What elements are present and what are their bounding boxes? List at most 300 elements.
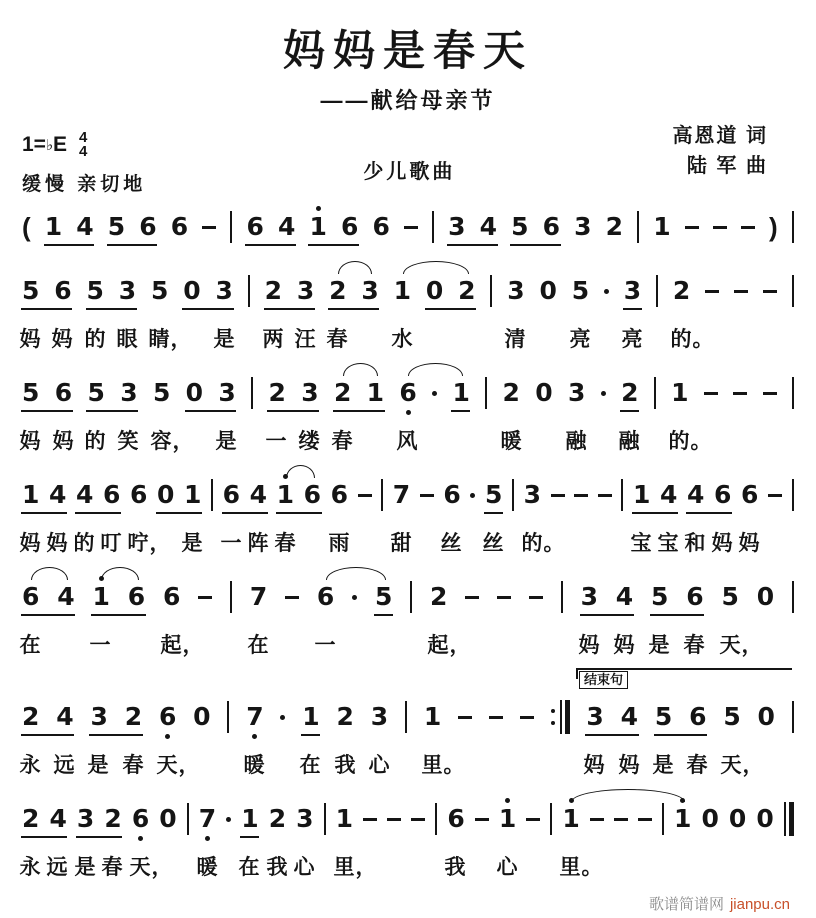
barline [410, 581, 412, 613]
rest-note: 0 [159, 804, 177, 833]
rest-note: 0 [535, 378, 553, 407]
eighth-underline [650, 614, 704, 616]
lyric-syllable: 融 [618, 430, 641, 453]
dash-extender [763, 392, 777, 395]
note: 2 [458, 276, 476, 305]
music-line [22, 274, 794, 308]
lyric-syllable: 春 [326, 328, 349, 351]
dash-extender [734, 290, 748, 293]
lyric-syllable: 和 [684, 532, 707, 555]
note: 6 [139, 212, 157, 241]
note: 5 [107, 212, 126, 241]
note: 1 [423, 702, 442, 731]
eighth-underline [75, 512, 121, 514]
note: 6 [372, 212, 390, 241]
barline [792, 211, 794, 243]
lyric-syllable: 在 [238, 856, 261, 879]
eighth-underline [185, 410, 236, 412]
lyric-syllable: 宝 [657, 532, 680, 555]
eighth-underline [301, 734, 320, 736]
barline [251, 377, 253, 409]
note: 3 [580, 582, 598, 611]
music-line [22, 478, 794, 512]
duration-dot [601, 391, 606, 396]
dash-extender [363, 818, 377, 821]
lyric-syllable: 亮 [621, 328, 644, 351]
eighth-underline [240, 836, 259, 838]
barline [550, 803, 552, 835]
lyric-syllable: 天， [129, 856, 174, 879]
rest-note: 0 [157, 480, 175, 509]
dash-extender [685, 226, 699, 229]
watermark-url[interactable]: jianpu.cn [729, 896, 790, 913]
duration-dot [226, 817, 231, 822]
lyric-syllable: 永 [19, 856, 42, 879]
music-line [22, 580, 794, 614]
meter-upper: 4 [79, 129, 88, 146]
note: 6 [447, 804, 465, 833]
lyric-syllable: 丝 [440, 532, 463, 555]
lyric-syllable: 春 [122, 754, 145, 777]
note: 5 [152, 378, 171, 407]
key-tempo-block [22, 117, 146, 196]
eighth-underline [182, 308, 234, 310]
note: 1 [335, 804, 354, 833]
meter-lower: 4 [79, 143, 88, 160]
note: 2 [268, 804, 287, 833]
barline [211, 479, 213, 511]
note: 4 [686, 480, 705, 509]
eighth-underline [580, 614, 634, 616]
lyric-syllable: 的。 [670, 328, 715, 351]
note: 4 [479, 212, 498, 241]
lyric-syllable: 妈 [618, 754, 641, 777]
lyric-syllable: 是 [652, 754, 675, 777]
note: 3 [574, 212, 592, 241]
note: 5 [654, 702, 673, 731]
note: 3 [523, 480, 541, 509]
slur-arc [408, 363, 463, 376]
music-system [22, 664, 794, 744]
note: 2 [264, 276, 282, 305]
lyric-syllable: 妈 [711, 532, 734, 555]
lyric-syllable: 两 [262, 328, 285, 351]
lyric-syllable: 暖 [196, 856, 219, 879]
lyric-syllable: 心 [368, 754, 391, 777]
music-line [22, 376, 794, 410]
lyric-syllable: 一 [314, 634, 337, 657]
dash-extender [475, 818, 489, 821]
lyric-syllable: 是 [87, 754, 110, 777]
lyric-syllable: 的 [73, 532, 96, 555]
note: 6 [340, 212, 359, 241]
dash-extender [411, 818, 425, 821]
key-prefix: 1= [22, 133, 46, 156]
note: 1 [632, 480, 651, 509]
ending-label: 结束句 [579, 671, 628, 689]
lyrics-row [19, 420, 794, 457]
music-system [22, 784, 794, 846]
lyrics-row [19, 624, 794, 661]
lyric-syllable: 清 [504, 328, 527, 351]
lyric-syllable: 我 [444, 856, 467, 879]
slur-arc [343, 363, 378, 376]
music-system [22, 562, 794, 624]
rest-note: 0 [701, 804, 719, 833]
lyric-syllable: 叮 [100, 532, 123, 555]
note: 3 [586, 702, 604, 731]
meta-row [22, 117, 794, 196]
dash-extender [733, 392, 747, 395]
score [19, 198, 794, 883]
lyric-syllable: 起， [160, 634, 205, 657]
lyric-syllable: 的。 [668, 430, 713, 453]
note: 5 [22, 276, 40, 305]
barline [792, 581, 794, 613]
dash-extender [713, 226, 727, 229]
lyric-syllable: 甜 [390, 532, 413, 555]
music-system [22, 460, 794, 522]
note: 4 [277, 212, 296, 241]
lyric-syllable: 睛， [148, 328, 193, 351]
rest-note: 0 [728, 804, 747, 833]
note: 3 [361, 276, 379, 305]
watermark-site-name: 歌谱简谱网 [648, 896, 724, 913]
note: 4 [76, 480, 94, 509]
note: 2 [333, 378, 352, 407]
composer-credit: 陆 军 曲 [686, 155, 768, 177]
rest-note: 0 [757, 702, 775, 731]
dash-extender [285, 596, 299, 599]
barline [792, 377, 794, 409]
note: 3 [448, 212, 466, 241]
note: 3 [215, 276, 233, 305]
slur-arc [31, 567, 68, 580]
note: 1 [366, 378, 385, 407]
lyric-syllable: 妈 [583, 754, 606, 777]
key-signature [22, 131, 146, 159]
note: 2 [22, 804, 40, 833]
barline [662, 803, 664, 835]
dash-extender [465, 596, 479, 599]
slur-arc [338, 261, 372, 274]
note: 1 [241, 804, 259, 833]
dash-extender [704, 392, 718, 395]
music-system [22, 358, 794, 420]
barline [405, 701, 407, 733]
dash-extender [763, 290, 777, 293]
barline [490, 275, 492, 307]
lyricist-credit: 高恩道 词 [672, 125, 768, 147]
lyric-syllable: 心 [293, 856, 316, 879]
note: 3 [90, 702, 108, 731]
duration-dot [470, 493, 475, 498]
lyric-syllable: 汪 [294, 328, 317, 351]
slur-arc [403, 261, 469, 274]
barline [656, 275, 658, 307]
note: 3 [301, 378, 319, 407]
lyric-syllable: 在 [299, 754, 322, 777]
eighth-underline [44, 244, 94, 246]
rest-note: 0 [756, 582, 775, 611]
rest-note: 0 [539, 276, 557, 305]
rest-note: 0 [185, 378, 204, 407]
rest-note: 0 [183, 276, 201, 305]
note: 3 [118, 276, 137, 305]
barline [637, 211, 639, 243]
lyric-syllable: 是 [74, 856, 97, 879]
note: 6 [303, 480, 321, 509]
note: 1 [498, 804, 517, 833]
final-barline [784, 802, 794, 836]
lyric-syllable: 的 [84, 328, 107, 351]
eighth-underline [276, 512, 322, 514]
lyrics-row [19, 318, 794, 355]
note: 6 [170, 212, 189, 241]
barline [381, 479, 383, 511]
note: 6 [222, 480, 240, 509]
lyric-syllable: 眼 [116, 328, 139, 351]
note: 6 [316, 582, 335, 611]
lyric-syllable: 里。 [421, 754, 466, 777]
lyric-syllable: 里。 [559, 856, 604, 879]
eighth-underline [245, 244, 296, 246]
note: 6 [162, 582, 181, 611]
lyric-syllable: 水 [391, 328, 414, 351]
dash-extender [520, 716, 534, 719]
note: 5 [651, 582, 669, 611]
note: 5 [151, 276, 169, 305]
time-signature [79, 131, 87, 159]
note: 3 [120, 378, 138, 407]
eighth-underline [222, 512, 268, 514]
lyric-syllable: 雨 [328, 532, 351, 555]
note: 6 [542, 212, 561, 241]
eighth-underline [76, 836, 122, 838]
note: 6 [443, 480, 461, 509]
note: 3 [76, 804, 95, 833]
lyric-syllable: 春 [274, 532, 297, 555]
barline [654, 377, 656, 409]
dash-extender [638, 818, 652, 821]
note: 1 [674, 804, 692, 833]
lyric-syllable: 妈 [19, 430, 42, 453]
rest-note: 0 [756, 804, 774, 833]
lyric-syllable: 妈 [51, 328, 74, 351]
note: 6 [22, 582, 40, 611]
note: 1 [671, 378, 689, 407]
note: 1 [309, 212, 327, 241]
eighth-underline [510, 244, 561, 246]
eighth-underline [620, 410, 639, 412]
dash-extender [202, 226, 216, 229]
note: 6 [399, 378, 417, 407]
note: 6 [131, 804, 150, 833]
barline [621, 479, 623, 511]
barline [227, 701, 229, 733]
note: 4 [56, 702, 74, 731]
eighth-underline [21, 512, 67, 514]
genre-label: 少儿歌曲 [363, 161, 456, 183]
lyric-syllable: 远 [53, 754, 76, 777]
barline [248, 275, 250, 307]
eighth-underline [107, 244, 157, 246]
eighth-underline [89, 734, 143, 736]
eighth-underline [156, 512, 202, 514]
note: 2 [672, 276, 691, 305]
lyric-syllable: 心 [496, 856, 519, 879]
barline [561, 581, 563, 613]
barline [324, 803, 326, 835]
lyric-syllable: 妈 [46, 532, 69, 555]
eighth-underline [451, 410, 470, 412]
lyric-syllable: 一 [265, 430, 288, 453]
note: 1 [276, 480, 294, 509]
note: 2 [621, 378, 639, 407]
eighth-underline [21, 410, 73, 412]
dash-extender [551, 494, 565, 497]
lyric-syllable: 宝 [630, 532, 653, 555]
dash-extender [768, 494, 782, 497]
open-paren: ( [22, 212, 31, 242]
eighth-underline [86, 410, 138, 412]
lyric-syllable: 妈 [19, 532, 42, 555]
dash-extender [529, 596, 543, 599]
dash-extender [404, 226, 418, 229]
lyric-syllable: 是 [648, 634, 671, 657]
dash-extender [497, 596, 511, 599]
duration-dot [280, 715, 285, 720]
lyric-syllable: 是 [213, 328, 236, 351]
dash-extender [489, 716, 503, 719]
eighth-underline [484, 512, 503, 514]
lyric-syllable: 春 [686, 754, 709, 777]
note: 7 [198, 804, 217, 833]
lyric-syllable: 妈 [52, 430, 75, 453]
note: 3 [218, 378, 236, 407]
note: 1 [44, 212, 63, 241]
note: 6 [740, 480, 759, 509]
dash-extender [526, 818, 540, 821]
note: 6 [130, 480, 148, 509]
lyric-syllable: 容， [150, 430, 195, 453]
duration-dot [432, 391, 437, 396]
ending-bracket [576, 668, 792, 687]
eighth-underline [264, 308, 315, 310]
note: 6 [246, 212, 264, 241]
dash-extender [420, 494, 434, 497]
note: 5 [86, 276, 104, 305]
eighth-underline [654, 734, 707, 736]
flat-accidental-icon: ♭ [45, 137, 54, 154]
music-line [22, 802, 794, 836]
slur-arc [286, 465, 315, 478]
eighth-underline [21, 836, 67, 838]
eighth-underline [267, 410, 319, 412]
music-line [22, 700, 794, 734]
lyric-syllable: 远 [46, 856, 69, 879]
note: 1 [393, 276, 411, 305]
dash-extender [741, 226, 755, 229]
note: 7 [392, 480, 411, 509]
note: 5 [721, 582, 739, 611]
note: 1 [302, 702, 320, 731]
note: 6 [54, 276, 72, 305]
lyric-syllable: 是 [215, 430, 238, 453]
dash-extender [574, 494, 588, 497]
note: 4 [659, 480, 678, 509]
lyric-syllable: 缕 [298, 430, 321, 453]
note: 5 [87, 378, 105, 407]
music-system [22, 256, 794, 318]
lyric-syllable: 天， [156, 754, 201, 777]
note: 5 [22, 378, 40, 407]
note: 6 [103, 480, 121, 509]
lyric-syllable: 咛， [127, 532, 172, 555]
lyric-syllable: 妈 [738, 532, 761, 555]
note: 2 [430, 582, 448, 611]
note: 1 [653, 212, 671, 241]
lyric-syllable: 我 [334, 754, 357, 777]
dash-extender [705, 290, 719, 293]
note: 6 [686, 582, 704, 611]
barline [792, 701, 794, 733]
dash-extender [614, 818, 628, 821]
barline [792, 275, 794, 307]
lyric-syllable: 妈 [578, 634, 601, 657]
lyric-syllable: 起， [427, 634, 472, 657]
lyric-syllable: 里， [333, 856, 378, 879]
barline [230, 211, 232, 243]
rest-note: 0 [193, 702, 211, 731]
dash-extender [387, 818, 401, 821]
note: 4 [620, 702, 639, 731]
lyric-syllable: 妈 [19, 328, 42, 351]
note: 4 [249, 480, 267, 509]
lyrics-row [19, 846, 794, 883]
note: 3 [507, 276, 525, 305]
barline [187, 803, 189, 835]
note: 5 [723, 702, 741, 731]
eighth-underline [308, 244, 359, 246]
rest-note: 0 [425, 276, 444, 305]
lyric-syllable: 暖 [243, 754, 266, 777]
close-paren: ) [769, 212, 778, 242]
lyric-syllable: 天， [719, 634, 764, 657]
note: 5 [484, 480, 503, 509]
lyric-syllable: 是 [181, 532, 204, 555]
end-repeat-sign [551, 700, 570, 734]
dash-extender [458, 716, 472, 719]
note: 1 [562, 804, 580, 833]
barline [792, 479, 794, 511]
slur-arc [571, 789, 685, 802]
lyric-syllable: 阵 [247, 532, 270, 555]
lyric-syllable: 一 [220, 532, 243, 555]
barline [230, 581, 232, 613]
note: 1 [92, 582, 110, 611]
note: 4 [615, 582, 634, 611]
lyric-syllable: 天， [720, 754, 765, 777]
slur-arc [101, 567, 139, 580]
lyric-syllable: 在 [19, 634, 42, 657]
note: 1 [22, 480, 40, 509]
tempo-marking: 缓慢 亲切地 [22, 174, 147, 195]
note: 5 [571, 276, 590, 305]
note: 7 [246, 702, 264, 731]
note: 2 [502, 378, 520, 407]
note: 6 [127, 582, 146, 611]
